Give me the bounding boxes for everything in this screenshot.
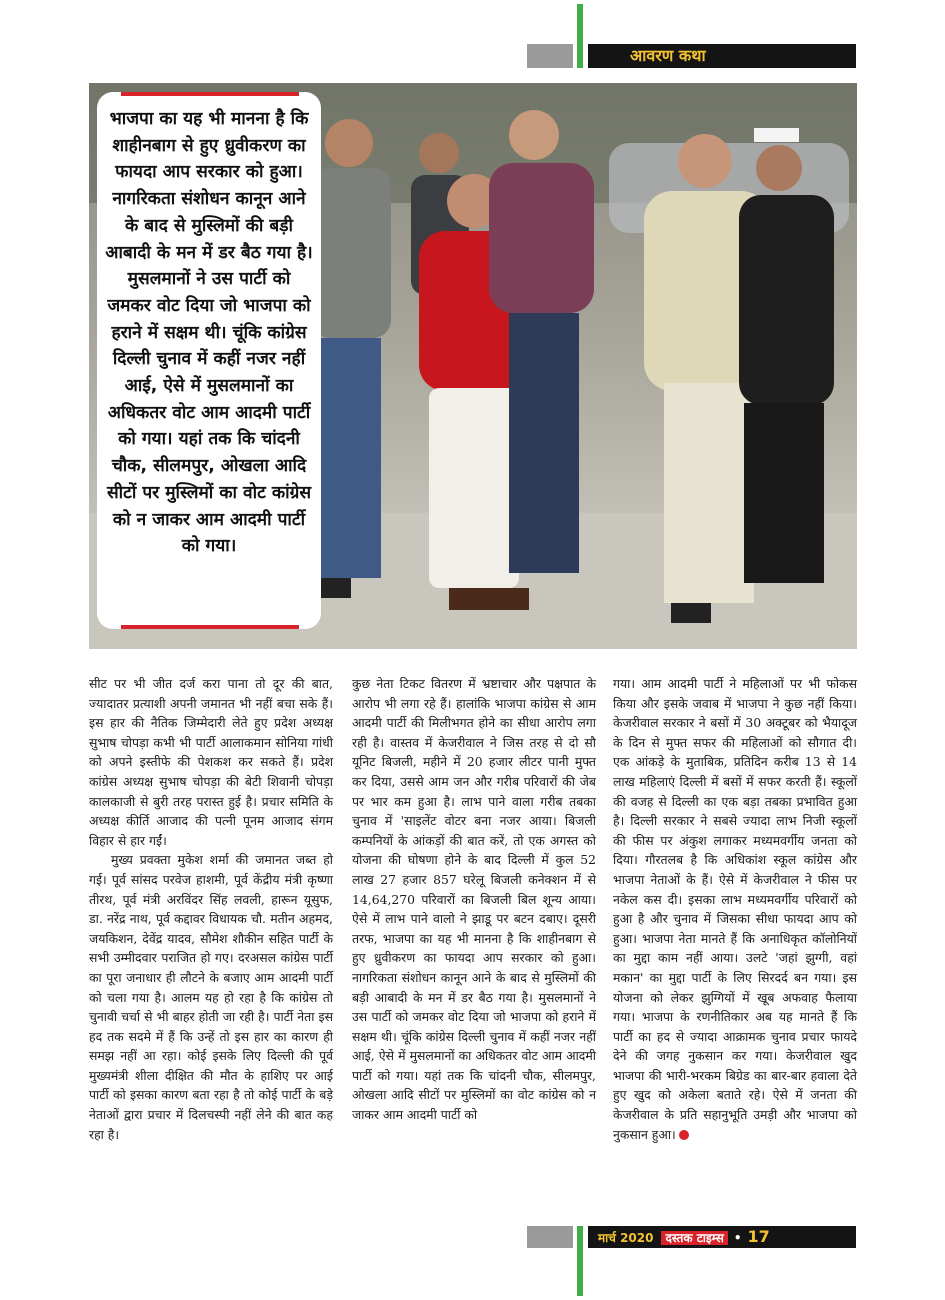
footer-green-stripe	[577, 1226, 583, 1296]
article-column-3	[613, 674, 857, 1144]
person-left	[311, 119, 391, 598]
paragraph: मुख्य प्रवक्ता मुकेश शर्मा की जमानत जब्त हो गई। पूर्व सांसद परवेज हाशमी, पूर्व केंद्रीय मंत्री कृष्णा तीरथ, पूर्व मंत्री अरविंदर सिंह लवली, हारून यूसुफ, डा. नरेंद्र नाथ, पूर्व कद्दावर विधायक चौ. मतीन अहमद, जयकिशन, देवेंद्र यादव, सौमेश शौकीन सहित पार्टी के सभी उम्मीदवार पराजित हो गए। दरअसल कांग्रेस पार्टी का पूरा जनाधार ही लौटने के बजाए आम आदमी पार्टी को चला गया है। आलम यह हो रहा है कि कांग्रेस तो चुनावी चर्चा से भी बाहर होती जा रही है। पार्टी नेता इस हद तक सदमे में हैं कि उन्हें तो इस हार का कारण ही समझ नहीं आ रहा। कोई इसके लिए दिल्ली की पूर्व मुख्यमंत्री शीला दीक्षित की मौत के हाशिए पर आई पार्टी को इसका कारण बता रहा है तो कोई पार्टी के बड़े नेताओं द्वारा प्रचार में दिलचस्पी नहीं लेने की बात कह रहा है।	[89, 852, 333, 1142]
section-title: आवरण कथा	[630, 46, 706, 65]
quote-rule-bottom	[121, 625, 299, 629]
article-column-1	[89, 674, 333, 1144]
header-gray-block	[527, 44, 573, 68]
paragraph: सीट पर भी जीत दर्ज करा पाना तो दूर की बात, ज्यादातर प्रत्याशी अपनी जमानत भी नहीं बचा सके हैं। इस हार की नैतिक जिम्मेदारी लेते हुए प्रदेश अध्यक्ष सुभाष चोपड़ा कभी भी पार्टी आलाकमान सोनिया गांधी को अपने इस्तीफे की पेशकश कर सकते हैं। प्रदेश कांग्रेस अध्यक्ष सुभाष चोपड़ा की बेटी शिवानी चोपड़ा कालकाजी से बुरी तरह परास्त हुई है। प्रचार समिति के अध्यक्ष कीर्ति आजाद की पत्नी पूनम आजाद संगम विहार से हार गईं।	[89, 676, 333, 848]
end-mark-icon	[679, 1130, 689, 1140]
page-number: 17	[747, 1227, 770, 1246]
paragraph	[613, 674, 857, 1144]
footer-gray-block	[527, 1226, 573, 1248]
paragraph-text: गया। आम आदमी पार्टी ने महिलाओं पर भी फोकस किया और इसके जवाब में भाजपा ने कुछ नहीं किया। केजरीवाल सरकार ने बसों में 30 अक्टूबर को भैयादूज के दिन से मुफ्त सफर की महिलाओं को सौगात दी। एक आंकड़े के मुताबिक, प्रतिदिन करीब 13 से 14 लाख महिलाएं दिल्ली में बसों में सफर करती हैं। स्कूलों की वजह से दिल्ली का एक बड़ा तबका प्रभावित हुआ है। दिल्ली सरकार ने सबसे ज्यादा लाभ निजी स्कूलों की फीस पर अंकुश लगाकर मध्यमवर्गीय जनता को दिया। गौरतलब है कि अधिकांश स्कूल कांग्रेस और भाजपा नेताओं के हैं। ऐसे में केजरीवाल ने फीस पर नकेल कस दी। इसका लाभ मध्यमवर्गीय परिवारों को हुआ है और चुनाव में जिसका सीधा फायदा आप को हुआ। भाजपा नेता मानते हैं कि अनाधिकृत कॉलोनियों का मुद्दा काम नहीं आया। उलटे 'जहां झुग्गी, वहां मकान' का मुद्दा पार्टी के लिए सिरदर्द बन गया। इस योजना को लेकर झुग्गियों में खूब अफवाह फैलाया गया। भाजपा के रणनीतिकार अब यह मानते हैं कि पार्टी का हद से ज्यादा आक्रामक चुनाव प्रचार फायदे देने की जगह नुकसान कर गया। केजरीवाल खुद भाजपा की भारी-भरकम बिग्रेड का बार-बार हवाला देते हुए खुद को अकेला बताते रहे। ऐसे में जनता की केजरीवाल के प्रति सहानुभूति उमड़ी और भाजपा को नुकसान हुआ।	[613, 676, 857, 1142]
pull-quote-text: भाजपा का यह भी मानना है कि शाहीनबाग से हुए ध्रुवीकरण का फायदा आप सरकार को हुआ। नागरिकता संशोधन कानून आने के बाद से मुस्लिमों की बड़ी आबादी के मन में डर बैठ गया है। मुसलमानों ने उस पार्टी को जमकर वोट दिया जो भाजपा को हराने में सक्षम थी। चूंकि कांग्रेस दिल्ली चुनाव में कहीं नजर नहीं आई, ऐसे में मुसलमानों का अधिकतर वोट आम आदमी पार्टी को गया। यहां तक कि चांदनी चौक, सीलमपुर, ओखला आदि सीटों पर मुस्लिमों का वोट कांग्रेस को न जाकर आम आदमी पार्टी को गया।	[105, 109, 313, 557]
issue-date: मार्च 2020	[598, 1231, 654, 1245]
section-title-bar	[588, 44, 856, 68]
article-column-2	[352, 674, 596, 1125]
quote-rule-top	[121, 92, 299, 96]
footer-bar	[588, 1226, 856, 1248]
footer-separator: •	[733, 1231, 742, 1245]
magazine-name: दस्तक टाइम्स	[661, 1231, 727, 1245]
pull-quote	[97, 92, 321, 629]
header-green-stripe	[577, 4, 583, 68]
paragraph: कुछ नेता टिकट वितरण में भ्रष्टाचार और पक्षपात के आरोप भी लगा रहे हैं। हालांकि भाजपा कांग्रेस से आम आदमी पार्टी की मिलीभगत होने का सीधा आरोप लगा रही है। वास्तव में केजरीवाल ने जिस तरह से दो सौ यूनिट बिजली, महीने में 20 हजार लीटर पानी मुफ्त कर दिया, उससे आम जन और गरीब परिवारों की जेब पर भार कम हुआ है। लाभ पाने वाला गरीब तबका चुनाव में 'साइलेंट वोटर बना नजर आया। बिजली कम्पनियों के आंकड़ों की बात करें, तो एक अगस्त को योजना की घोषणा होने के बाद दिल्ली में कुल 52 लाख 27 हजार 857 घरेलू बिजली कनेक्शन में से 14,64,270 परिवारों का बिजली बिल शून्य आया। ऐसे में लाभ पाने वालो ने झाडू पर बटन दबाए। दूसरी तरफ, भाजपा का यह भी मानना है कि शाहीनबाग से हुए ध्रुवीकरण का फायदा आप सरकार को हुआ। नागरिकता संशोधन कानून आने के बाद से मुस्लिमों की बड़ी आबादी के मन में डर बैठ गया है। मुसलमानों ने उस पार्टी को जमकर वोट दिया जो भाजपा को हराने में सक्षम थी। चूंकि कांग्रेस दिल्ली चुनाव में कहीं नजर नहीं आई, ऐसे में मुसलमानों का अधिकतर वोट आम आदमी पार्टी को गया। यहां तक कि चांदनी चौक, सीलमपुर, ओखला आदि सीटों पर मुस्लिमों का वोट कांग्रेस को न जाकर आम आदमी पार्टी को	[352, 676, 596, 1123]
